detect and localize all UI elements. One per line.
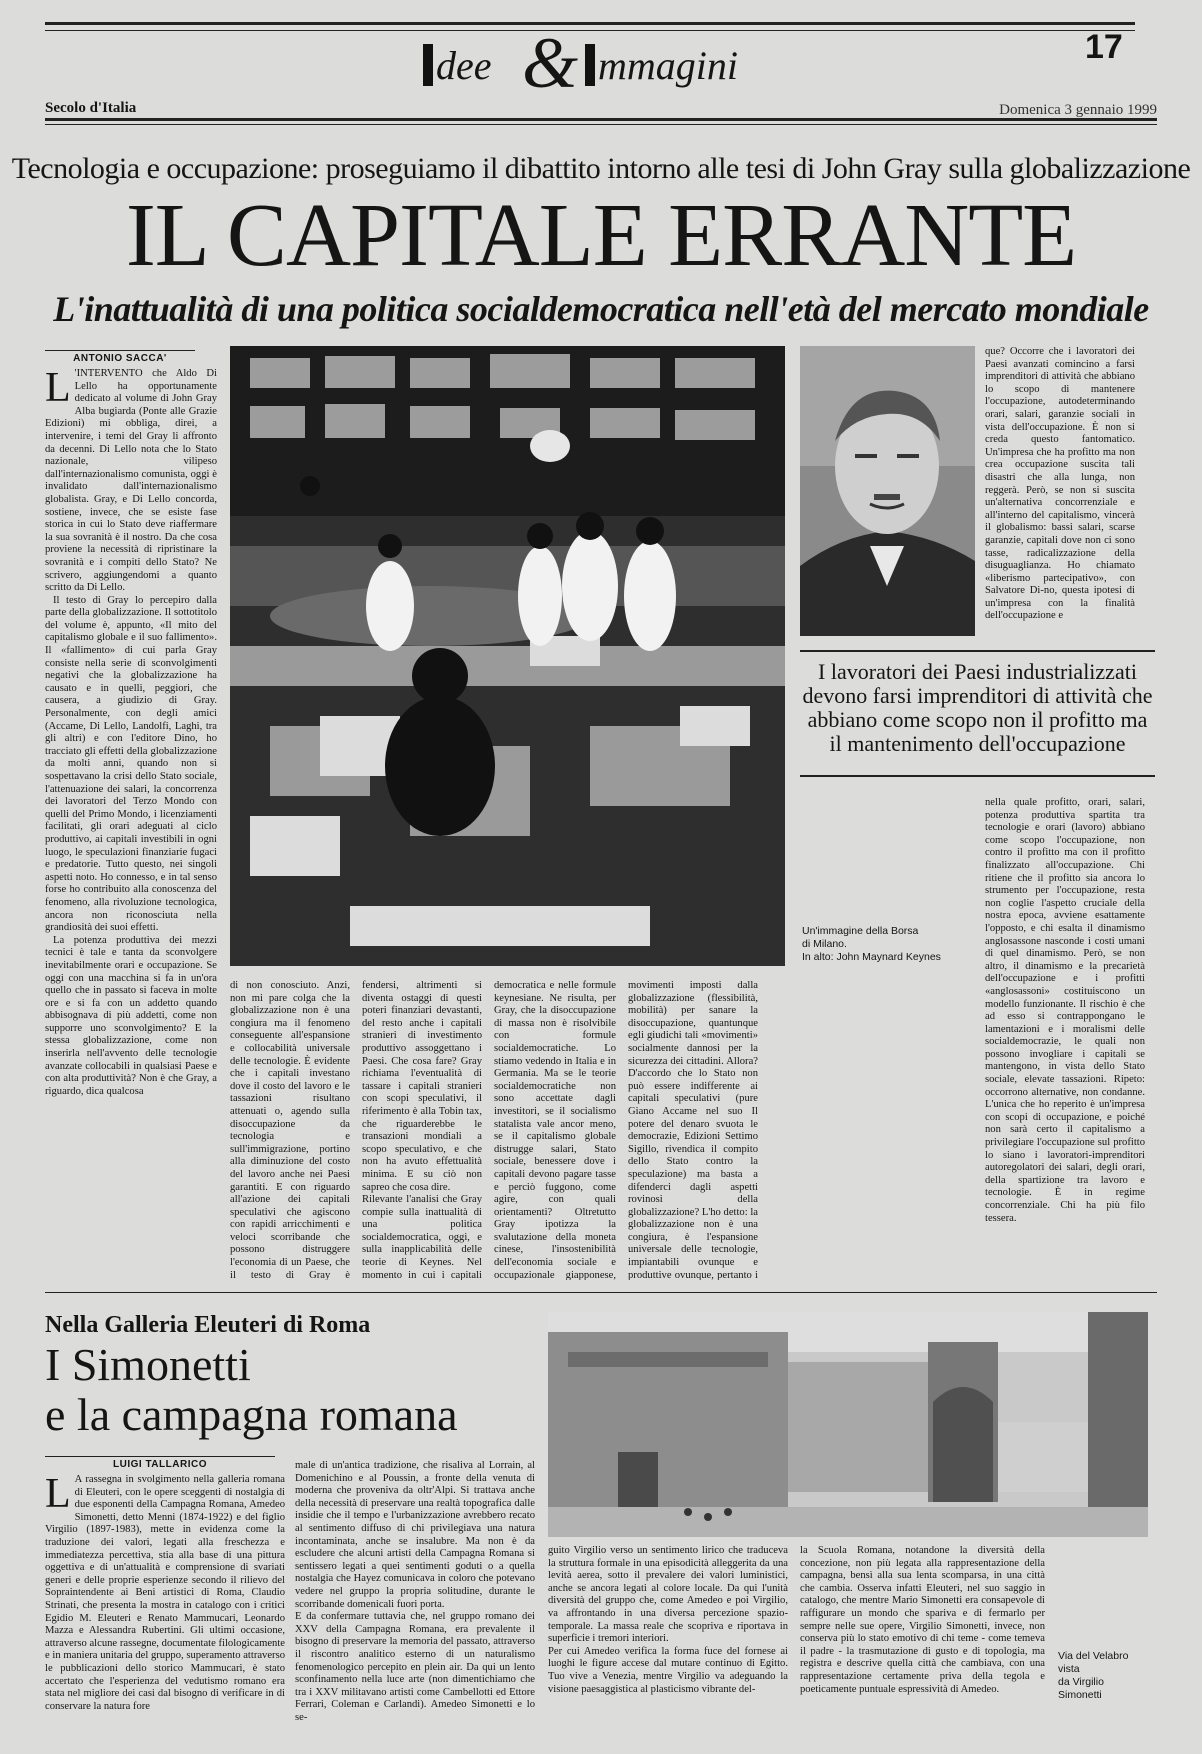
main-article-column-5	[628, 980, 758, 1280]
velabro-caption-line-3: da Virgilio	[1058, 1676, 1104, 1688]
main-article-column-6-bottom	[985, 797, 1145, 1277]
second-author: LUIGI TALLARICO	[45, 1456, 275, 1470]
main-col6-bottom: nella quale profitto, orari, salari, potenza produttiva spartita tra tecnologie e orari (lavoro) abbiano come scopo l'occupazione, non contro il profitto ma con il profitto finalizzato all'occupazione. Chi ritiene che il profitto sia ancora lo strumento per l'occupazione, resta non coglie l'aspetto cruciale della nostra epoca, avviene esattamente l'opposto, e chi esalta il dinamismo anglosassone nasconde i costi umani di quel dinamismo. Però, se non altro, il dinamismo e la precarietà dell'occupazione e i profitti «anglosassoni» costituiscono un modello funzionante. Il rischio è che ad esso si contrappongano le lamentazioni e i moralismi delle socialdemocrazie, le quali non possono invogliare i capitali se mantengono, in vista dello Stato sociale, elevate tassazioni. Ripeto: occorrono alternative, non condanne. L'unica che ho reperito è un'impresa con scopi di occupazione, e poiché non sarà certo il capitalismo a privilegiare l'occupazione sul profitto lo siano i lavoratori-imprenditori autoregolatori dei salari, degli orari, della spartizione tra lavoro e tecnologie. È in regime concorrenziale. Chi ha più filo tessera.	[985, 797, 1145, 1224]
borsa-caption-line-3: In alto: John Maynard Keynes	[802, 951, 941, 963]
main-article-column-4	[494, 980, 616, 1280]
main-kicker: Tecnologia e occupazione: proseguiamo il dibattito intorno alle tesi di John Gray sulla globalizzazione	[11, 152, 1191, 185]
pull-quote: I lavoratori dei Paesi industrializzati devono farsi imprenditori di attività che abbiano come scopo non il profitto ma il mantenimento dell'occupazione	[802, 659, 1153, 756]
header-top-rule-thin	[45, 30, 1135, 31]
velabro-painting	[548, 1312, 1148, 1537]
second-col4: la Scuola Romana, notandone la diversità della concezione, non più legata alla rappresentazione della campagna, bensì alla sua lenta scomparsa, in una città che cambia. Osserva infatti Eleuteri, nel suo saggio in catalogo, che mentre Mario Simonetti era consapevole di raffigurare un mondo che spariva e di fermarlo per sempre nelle sue opere, Virgilio Simonetti, invece, non conserva più lo stato emotivo di chi teme - come temeva il padre - la trasmutazione di gusto e di topologia, ma registra e descrive quella città che cambiava, con una rappresentazione certamente priva della tegola e poeticamente puntuale espressività di Amedeo.	[800, 1545, 1045, 1695]
section-title-part2: mmagini	[598, 43, 738, 88]
main-article-column-6-top	[985, 346, 1135, 638]
borsa-photo-caption	[802, 925, 962, 964]
page-number: 17	[1085, 28, 1123, 66]
main-col1-p2: Il testo di Gray lo percepiro dalla parte della globalizzazione. Il sottotitolo del volume è, appunto, «Il mito del capitalismo globale e il suo fallimento». Il «fallimento» di cui parla Gray consiste nella serie di sconvolgimenti negativi che la globalizzazione ha causato e in quelli, peggiori, che causera, a giudizio di Gray. Personalmente, con degli amici (Accame, Di Lello, Landolfi, Laghi, tra gli altri) e con l'editore Dino, ho tracciato gli effetti della globalizzazione da molti anni, quando non si sospettavano la crisi dello Stato sociale, l'attenuazione dei salari, la concorrenza dei lavoratori del Terzo Mondo con quelli del Primo Mondo, i licenziamenti facilitati, gli orari adeguati al ciclo produttivo, ai capitali investibili in ogni luogo, le speculazioni finanziarie fugaci e predatorie. Tutto questo, nei singoli aspetti noto. Ho connesso, e in tal senso forse ho contribuito alla conoscenza del fenomeno, alla rivoluzione tecnologica, ancora non riconosciuta nella grandiosità dei suoi effetti.	[45, 594, 217, 934]
section-title-bar-1	[423, 44, 433, 86]
second-col3: guito Virgilio verso un sentimento lirico che traduceva la struttura formale in una episodicità alleggerita da una levità aerea, sotto il prevalere dei valori luministici, anche se ancora legati al colore locale. Da qui l'unità diversità del gruppo che, come Amedeo e poi Virgilio, va affrontando in una diversa percezione spazio-temporale. La massa reale che scopriva e riportava in superficie i tremori interiori. Per cui Amedeo verifica la forma fuce del fornese ai luoghi le figure accese dal mutare continuo di Egitto. Tuo vive a Venezia, mentre Virgilio va adeguando la visione paesaggistica al plasticismo vibrante del-	[548, 1545, 788, 1695]
second-col1: A rassegna in svolgimento nella galleria romana di Eleuteri, con le opere sceggenti di nostalgia di due esponenti della Campagna Romana, Amedeo Simonetti, detto Menni (1874-1922) e del figlio Virgilio (1897-1983), mette in evidenza come la traduzione dei valori, legati alla freschezza e immediatezza percettiva, stia alla base di una pittura oggettiva e di un'attualità e comprensione di svariati generi e delle proprie esperienze secondo il rilievo del Sopraintendente ai Beni artistici di Roma, Claudio Strinati, che presenta la mostra in catalogo con i critici Egidio M. Eleuteri e Renato Mammucari, Leonardo Mazza e Alessandra Rubertini. Gli ultimi occasione, attraverso alcune rassegne, documentate filologicamente e in maniera unitaria del gruppo, superamento attraverso le pubblicazioni dello storico Mammucari, è stato accertato che l'esperienza del vedutismo romano era stata nel migliore dei casi dal bisogno di verificare in di conservare la natura fore	[45, 1474, 285, 1712]
second-dropcap: L	[45, 1474, 71, 1517]
main-col3: fendersi, altrimenti si diventa ostaggi di questi poteri finanziari devastanti, del resto anche i capitali stranieri di investimento produttivo assoggettano i Paesi. Che cosa fare? Gray richiama l'eventualità di tassare i capitali stranieri con scopi speculativi, il riferimento è alla Tobin tax, che riguarderebbe le transazioni mondiali a scopo speculativo, e che non ha avuto effettualità minima. E su ciò non sapreo che cosa dire. Rilevante l'analisi che Gray compie sulla inattualità di una politica socialdemocratica, oggi, e sulla inapplicabilità delle teorie di Keynes. Nel momento in cui i capitali	[362, 980, 482, 1280]
borsa-caption-line-2: di Milano.	[802, 938, 847, 950]
main-col1-lead: 'INTERVENTO che Aldo Di Lello ha opportunamente dedicato al volume di John Gray Alba bugiarda (Ponte alle Grazie Edizioni) mi obbliga, direi, a intervenire, i temi del Gray li affronto da decenni. Di Lello nota che lo Stato nazionale, vilipeso dall'internazionalismo comunista, oggi è invalidato dall'internazionalismo globalista. Gray, e Di Lello concorda, sostiene, invece, che se esiste fase storica in cui lo Stato deve riaffermare la sua sovranità è il nostro. Da che cosa proviene la necessità di ripristinare la sovranità e i compiti dello Stato? Ne scrivero, aggiungendomi a quanto scritto da Di Lello.	[45, 368, 217, 594]
second-article-column-3	[548, 1545, 788, 1750]
main-subheadline: L'inattualità di una politica socialdemocratica nell'età del mercato mondiale	[53, 289, 1149, 329]
second-article-column-4	[800, 1545, 1045, 1750]
velabro-caption	[1058, 1650, 1158, 1702]
borsa-caption-line-1: Un'immagine della Borsa	[802, 925, 919, 937]
second-article-column-1	[45, 1474, 285, 1749]
second-col2: male di un'antica tradizione, che risaliva al Lorrain, al Domenichino e al Poussin, a fronte della venuta di moderna che proveniva da oltr'Alpi. Si trattava anche della necessità di preservare una realtà topografica dalle insidie che il tempo e l'urbanizzazione avrebbero recato al sentimento diffuso di chi privilegiava una natura incontaminata, anche se insalubre. Ma non è da escludere che alcuni artisti della Campagna Romana si sentissero legati a quei sentimenti goduti o a quella nostalgia che Hayez comunicava in coloro che potevano vedere nel gruppo la propria solitudine, durante le scorribande domenicali fuori porta. E da confermare tuttavia che, nel gruppo romano dei XXV della Campagna Romana, era prevalente il bisogno di preservare la memoria del passato, attraverso il riscontro analitico esterno di un naturalismo fenomenologico percepito en plein air. Da qui un lento sconfinamento nella luce arte (non dimentichiamo che tra i XXV militavano artisti come Cambellotti ed Ettore Ferrari, Coleman e Carlandi). Amedeo Simonetti e lo se-	[295, 1460, 535, 1723]
header-bottom-rule	[45, 118, 1157, 121]
second-kicker: Nella Galleria Eleuteri di Roma	[45, 1312, 371, 1338]
newspaper-name: Secolo d'Italia	[45, 100, 137, 116]
main-author: ANTONIO SACCA'	[45, 350, 195, 364]
main-col5: movimenti imposti dalla globalizzazione (flessibilità, mobilità) per sanare la disoccupazione, quantunque egli giudichi tali «movimenti» socialmente dannosi per la sicurezza dei cittadini. Allora? D'accordo che lo Stato non può essere indifferente ai capitali speculativi (pure Giano Accame nel suo Il potere del denaro svuota le democrazie, Edizioni Settimo Sigillo, rivendica il compito dello Stato contro la speculazione) ma basta a difenderci dagli aspetti rovinosi della globalizzazione? L'ho detto: la globalizzazione non è una congiura, è l'espansione universale delle tecnologie, impiantabili ovunque e produttive ovunque, pertanto i	[628, 980, 758, 1280]
borsa-photo	[230, 346, 785, 966]
section-title-part1: dee	[436, 43, 492, 88]
header-bottom-rule-thin	[45, 124, 1157, 125]
borsa-photo-image	[230, 346, 785, 966]
main-col2: di non conosciuto. Anzi, non mi pare colga che la globalizzazione non è una congiura ma il fenomeno conseguente all'espansione e collocabilità universale delle tecnologie. È evidente che i capitali investano dove il costo del lavoro e le tassazioni risultano attenuati o, agendo sulla disoccupazione da tecnologia e sull'immigrazione, portino alla diminuzione del costo del lavoro anche nei Paesi garantiti. E con riguardo all'azione dei capitali speculativi che agiscono con rapidi arricchimenti e veloci scorribande che possono distruggere l'economia di un Paese, che il testo di Gray è	[230, 980, 350, 1280]
keynes-portrait	[800, 346, 975, 636]
section-title-bar-2	[585, 44, 595, 86]
issue-date: Domenica 3 gennaio 1999	[999, 102, 1157, 118]
second-headline-line-1: I Simonetti	[45, 1339, 251, 1390]
pull-quote-rule-top	[800, 650, 1155, 652]
main-dropcap: L	[45, 368, 71, 411]
second-headline-line-2: e la campagna romana	[45, 1389, 458, 1440]
second-article-column-2	[295, 1460, 535, 1750]
velabro-caption-line-4: Simonetti	[1058, 1689, 1102, 1701]
velabro-painting-image	[548, 1312, 1148, 1537]
main-article-column-3	[362, 980, 482, 1280]
header-top-rule	[45, 22, 1135, 25]
velabro-caption-line-1: Via del Velabro	[1058, 1650, 1129, 1662]
velabro-caption-line-2: vista	[1058, 1663, 1080, 1675]
keynes-portrait-image	[800, 346, 975, 636]
section-ampersand: &	[522, 23, 579, 103]
pull-quote-rule-bottom	[800, 775, 1155, 777]
section-divider	[45, 1292, 1157, 1293]
main-article-column-1	[45, 368, 217, 1273]
main-headline: IL CAPITALE ERRANTE	[125, 186, 1077, 285]
main-article-column-2	[230, 980, 350, 1280]
main-col6-top: que? Occorre che i lavoratori dei Paesi avanzati comincino a farsi imprenditori di attività che abbiano lo scopo di mantenere l'occupazione, autodeterminando orari, salari, garanzie sociali in vista dell'occupazione. È non si creda questo fantomatico. Un'impresa che ha profitto ma non crea occupazione suscita tali disastri che alla lunga, non reggerà. Però, se non si suscita un'alternativa concorrenziale e all'interno del capitalismo, vincerà il globalismo: bassi salari, scarse garanzie, capitali dove non ci sono tasse, radicalizzazione della disuguaglianza. Ho chiamato «liberismo partecipativo», con Salvatore Di-no, questa ipotesi di un'impresa con la finalità dell'occupazione e	[985, 346, 1135, 622]
main-col1-p3: La potenza produttiva dei mezzi tecnici è tale e tanta da sconvolgere inevitabilmente orari e occupazione. Se oggi con una macchina si fa in un'ora quello che in passato si faceva in molte ore e si fa con un addetto quando abbisognava di più addetti, come non supporre uno sconvolgimento? E la stessa globalizzazione, come non inserirla nell'avvento delle tecnologie avanzate collocabili in qualsiasi Paese e con alta produttività? Non è che Gray, a riguardo, dica qualcosa	[45, 934, 217, 1097]
main-col4: democratica e nelle formule keynesiane. Ne risulta, per Gray, che la disoccupazione di massa non è risolvibile con formule socialdemocratiche. Lo stiamo vedendo in Italia e in Germania. Ma se le teorie socialdemocratiche non sono accettate dagli investitori, se il socialismo statalista vale ancor meno, se il capitalismo globale distrugge salari, Stato sociale, benessere dove i capitali devono pagare tasse e perciò fuggono, come agire, con quali orientamenti? Oltretutto Gray ipotizza la svalutazione della moneta cinese, l'insostenibilità dell'economia sociale e occupazionale giapponese,	[494, 980, 616, 1280]
